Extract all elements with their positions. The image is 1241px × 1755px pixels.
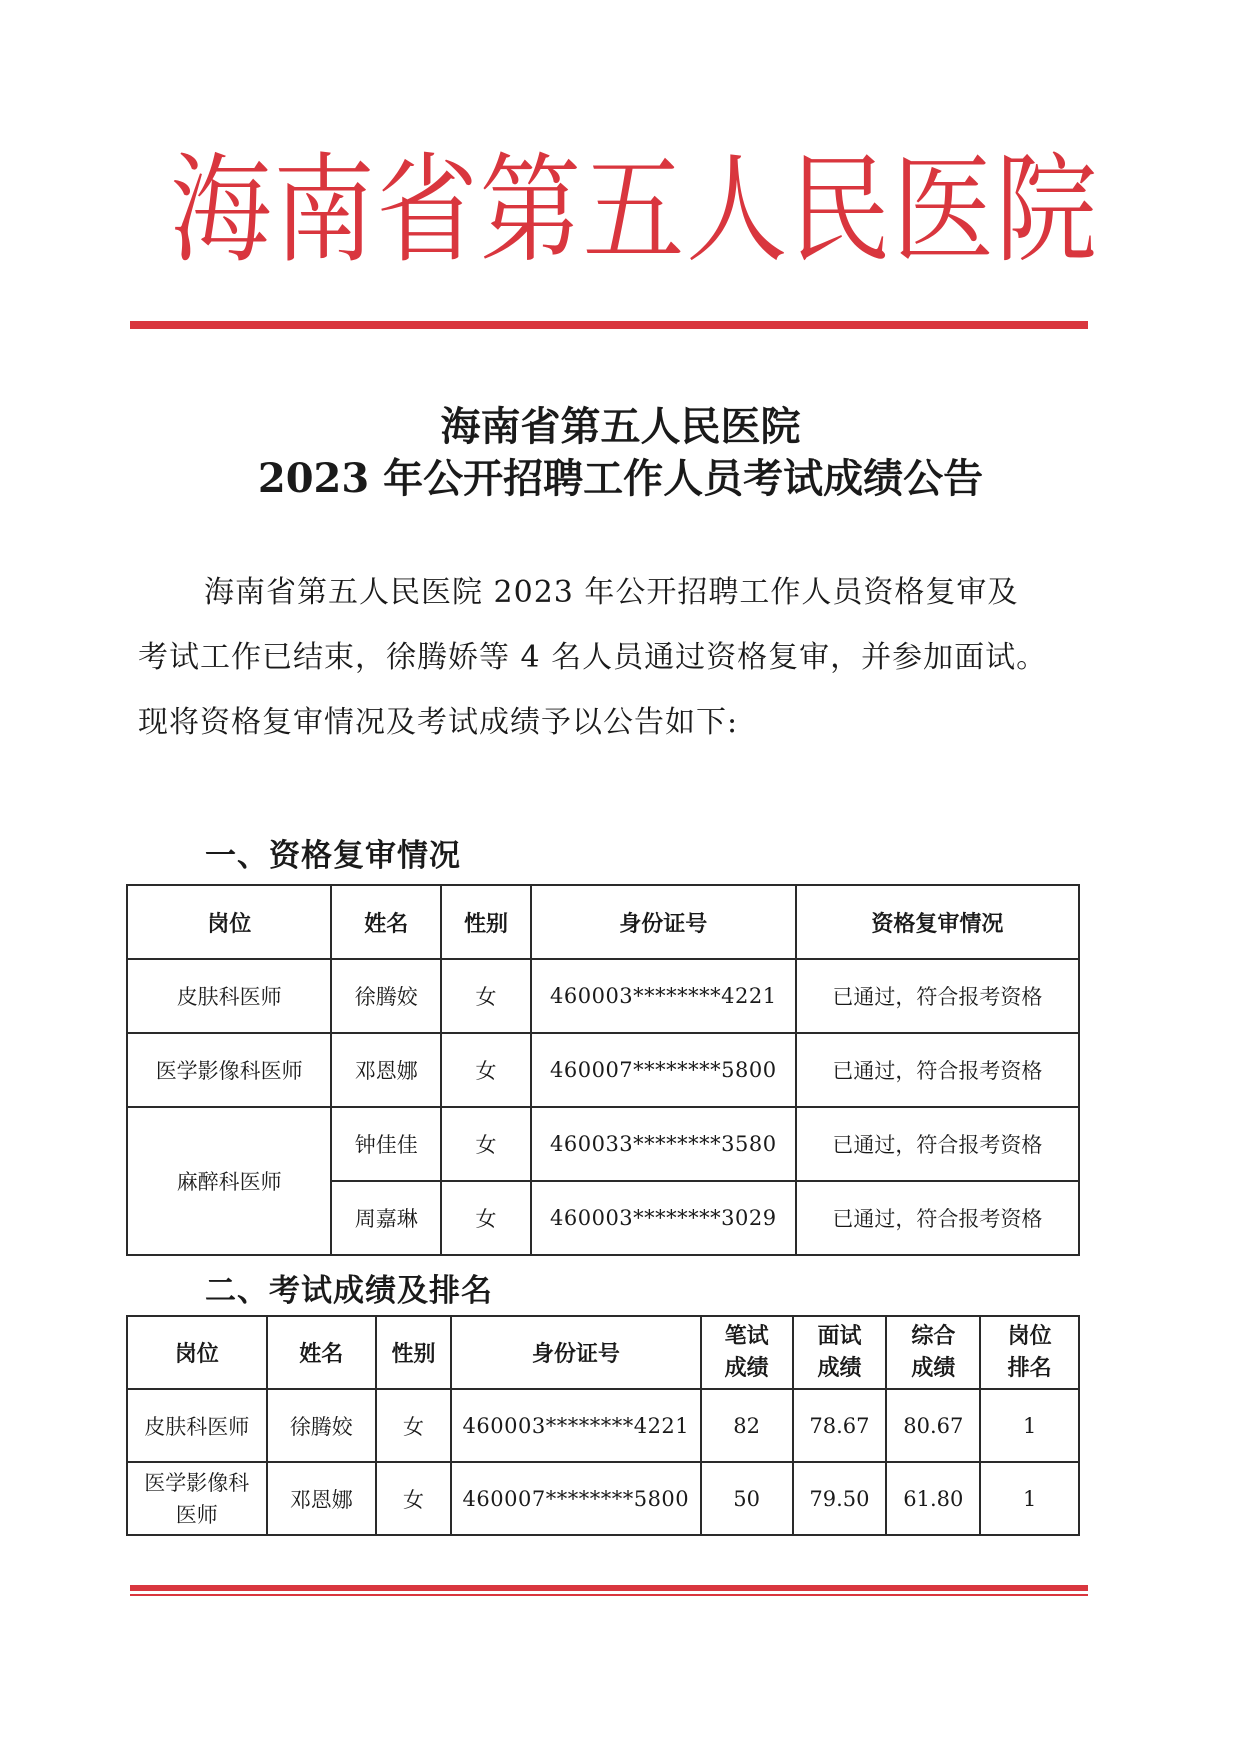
doc-title-line2: 2023 年公开招聘工作人员考试成绩公告 — [257, 455, 984, 502]
col-written-score — [701, 1316, 793, 1389]
cell-post: 麻醉科医师 — [127, 1107, 331, 1255]
cell-written: 50 — [701, 1462, 793, 1535]
cell-name: 徐腾姣 — [331, 959, 441, 1033]
cell-total: 61.80 — [886, 1462, 980, 1535]
cell-rank: 1 — [980, 1389, 1079, 1462]
cell-id: 460003********3029 — [531, 1181, 796, 1255]
cell-gender: 女 — [441, 1033, 531, 1107]
col-rank — [980, 1316, 1079, 1389]
col-rank-l1: 岗位 — [1007, 1323, 1052, 1349]
table-header-row — [127, 885, 1079, 959]
col-written-score-l2: 成绩 — [724, 1355, 769, 1381]
cell-post: 医学影像科医师 — [127, 1033, 331, 1107]
col-status: 资格复审情况 — [796, 885, 1079, 959]
table-row — [127, 959, 1079, 1033]
intro-paragraph — [138, 560, 1078, 755]
col-rank-l2: 排名 — [1007, 1355, 1052, 1381]
intro-line3: 现将资格复审情况及考试成绩予以公告如下: — [138, 705, 739, 740]
cell-gender: 女 — [441, 1181, 531, 1255]
letterhead-org-name: 海南省第五人民医院 — [170, 141, 1099, 279]
qualification-review-table — [126, 884, 1080, 1256]
col-interview-score-l2: 成绩 — [817, 1355, 862, 1381]
col-total-score — [886, 1316, 980, 1389]
cell-id: 460007********5800 — [451, 1462, 701, 1535]
col-interview-score-l1: 面试 — [817, 1323, 862, 1349]
intro-line2: 考试工作已结束，徐腾娇等 4 名人员通过资格复审，并参加面试。 — [138, 640, 1048, 675]
cell-status: 已通过，符合报考资格 — [796, 1181, 1079, 1255]
intro-line1: 海南省第五人民医院 2023 年公开招聘工作人员资格复审及 — [204, 575, 1019, 610]
cell-id: 460033********3580 — [531, 1107, 796, 1181]
letterhead-divider — [130, 318, 1088, 329]
table-header-row — [127, 1316, 1079, 1389]
cell-post — [127, 1462, 267, 1535]
cell-post-l2: 医师 — [175, 1502, 218, 1527]
cell-rank: 1 — [980, 1462, 1079, 1535]
cell-written: 82 — [701, 1389, 793, 1462]
footer-divider — [130, 1585, 1088, 1596]
cell-post: 皮肤科医师 — [127, 1389, 267, 1462]
cell-post-l1: 医学影像科 — [144, 1470, 250, 1495]
col-name: 姓名 — [331, 885, 441, 959]
table-row — [127, 1107, 1079, 1181]
col-gender: 性别 — [441, 885, 531, 959]
doc-title-line1: 海南省第五人民医院 — [440, 403, 801, 450]
table-row — [127, 1389, 1079, 1462]
cell-id: 460003********4221 — [531, 959, 796, 1033]
cell-name: 周嘉琳 — [331, 1181, 441, 1255]
cell-name: 钟佳佳 — [331, 1107, 441, 1181]
col-written-score-l1: 笔试 — [724, 1323, 769, 1349]
cell-id: 460007********5800 — [531, 1033, 796, 1107]
cell-total: 80.67 — [886, 1389, 980, 1462]
section1-heading: 一、资格复审情况 — [205, 838, 461, 874]
col-gender: 性别 — [376, 1316, 451, 1389]
cell-status: 已通过，符合报考资格 — [796, 1033, 1079, 1107]
cell-gender: 女 — [441, 1107, 531, 1181]
col-post: 岗位 — [127, 1316, 267, 1389]
cell-post: 皮肤科医师 — [127, 959, 331, 1033]
section2-heading: 二、考试成绩及排名 — [205, 1273, 493, 1309]
exam-score-table — [126, 1315, 1080, 1536]
col-interview-score — [793, 1316, 887, 1389]
cell-status: 已通过，符合报考资格 — [796, 1107, 1079, 1181]
cell-name: 徐腾姣 — [267, 1389, 377, 1462]
cell-gender: 女 — [441, 959, 531, 1033]
table-row — [127, 1462, 1079, 1535]
table-row — [127, 1033, 1079, 1107]
cell-name: 邓恩娜 — [267, 1462, 377, 1535]
cell-id: 460003********4221 — [451, 1389, 701, 1462]
cell-name: 邓恩娜 — [331, 1033, 441, 1107]
cell-gender: 女 — [376, 1389, 451, 1462]
col-total-score-l2: 成绩 — [911, 1355, 956, 1381]
col-id: 身份证号 — [451, 1316, 701, 1389]
col-post: 岗位 — [127, 885, 331, 959]
cell-gender: 女 — [376, 1462, 451, 1535]
cell-status: 已通过，符合报考资格 — [796, 959, 1079, 1033]
col-total-score-l1: 综合 — [911, 1323, 956, 1349]
col-name: 姓名 — [267, 1316, 377, 1389]
cell-interview: 78.67 — [793, 1389, 887, 1462]
cell-interview: 79.50 — [793, 1462, 887, 1535]
col-id: 身份证号 — [531, 885, 796, 959]
